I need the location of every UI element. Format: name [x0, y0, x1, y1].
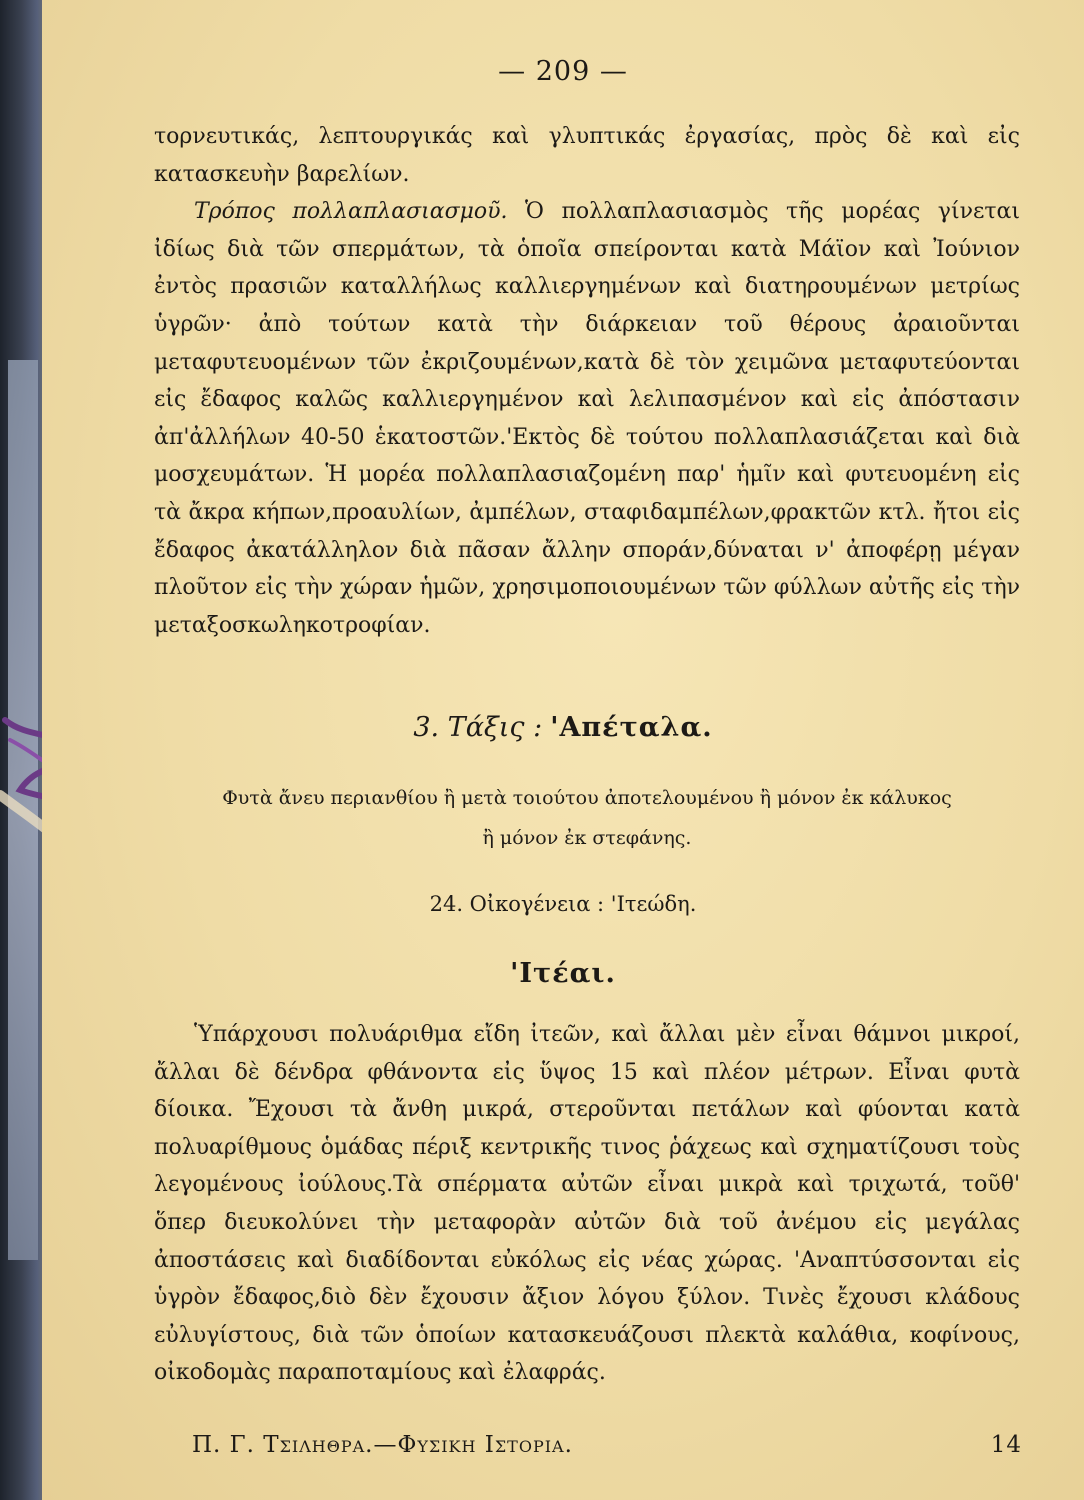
footer-author-title: Π. Γ. Τσιληθρα.—Φυσικη Ιστορια.	[192, 1432, 573, 1458]
definition-line-2: ἢ μόνον ἐκ στεφάνης.	[482, 827, 692, 849]
section-name: 'Απέταλα.	[550, 712, 713, 743]
text-block-bottom	[154, 1016, 1020, 1392]
genus-heading: 'Ιτέαι.	[510, 958, 616, 989]
definition-line-1: Φυτὰ ἄνευ περιανθίου ἢ μετὰ τοιούτου ἀποτελουμένου ἢ μόνον ἐκ κάλυκος	[222, 787, 952, 809]
paragraph-1: τορνευτικάς, λεπτουργικάς καὶ γλυπτικάς ἐργασίας, πρὸς δὲ καὶ εἰς κατασκευὴν βαρελίων.	[154, 124, 1020, 187]
section-definition	[154, 778, 1020, 858]
family-heading: 24. Οἰκογένεια : 'Ιτεώδη.	[429, 892, 697, 916]
section-label: 3. Τάξις :	[413, 712, 543, 743]
paragraph-2-label: Τρόπος πολλαπλασιασμοῦ.	[194, 199, 508, 225]
text-block-top	[154, 118, 1020, 644]
paragraph-2	[154, 193, 1020, 644]
paragraph-2-text: Ὁ πολλαπλασιασμὸς τῆς μορέας γίνεται ἰδίως διὰ τῶν σπερμάτων, τὰ ὁποῖα σπείρονται κατὰ Μάϊον καὶ Ἰούνιον ἐντὸς πρασιῶν καταλλήλως καλλιεργημένων καὶ διατηρουμένων μετρίως ὑγρῶν· ἀπὸ τούτων κατὰ τὴν διάρκειαν τοῦ θέρους ἀραιοῦνται μεταφυτευομένων τῶν ἐκριζουμένων,κατὰ δὲ τὸν χειμῶνα μεταφυτεύονται εἰς ἔδαφος καλῶς καλλιεργημένον καὶ λελιπασμένον καὶ εἰς ἀπόστασιν ἀπ'ἀλλήλων 40-50 ἑκατοστῶν.'Εκτὸς δὲ τούτου πολλαπλασιάζεται καὶ διὰ μοσχευμάτων. Ἡ μορέα πολλαπλασιαζομένη παρ' ἡμῖν καὶ φυτευομένη εἰς τὰ ἄκρα κήπων,προαυλίων, ἀμπέλων, σταφιδαμπέλων,φρακτῶν κτλ. ἤτοι εἰς ἔδαφος ἀκατάλληλον διὰ πᾶσαν ἄλλην σποράν,δύναται ν' ἀποφέρῃ μέγαν πλοῦτον εἰς τὴν χώραν ἡμῶν, χρησιμοποιουμένων τῶν φύλλων αὐτῆς εἰς τὴν μεταξοσκωληκοτροφίαν.	[154, 199, 1020, 638]
footer-signature-number: 14	[990, 1432, 1022, 1458]
book-page	[42, 0, 1084, 1500]
page-number: — 209 —	[498, 56, 628, 87]
paragraph-3: Ὑπάρχουσι πολυάριθμα εἴδη ἰτεῶν, καὶ ἄλλαι μὲν εἶναι θάμνοι μικροί, ἄλλαι δὲ δένδρα φθάνοντα εἰς ὕψος 15 καὶ πλέον μέτρων. Εἶναι φυτὰ δίοικα. Ἔχουσι τὰ ἄνθη μικρά, στεροῦνται πετάλων καὶ φύονται κατὰ πολυαρίθμους ὁμάδας πέριξ κεντρικῆς τινος ῥάχεως καὶ σχηματίζουσι τοὺς λεγομένους ἰούλους.Τὰ σπέρματα αὐτῶν εἶναι μικρὰ καὶ τριχωτά, τοῦθ' ὅπερ διευκολύνει τὴν μεταφορὰν αὐτῶν διὰ τοῦ ἀνέμου εἰς μεγάλας ἀποστάσεις καὶ διαδίδονται εὐκόλως εἰς νέας χώρας. 'Αναπτύσσονται εἰς ὑγρὸν ἔδαφος,διὸ δὲν ἔχουσιν ἄξιον λόγου ξύλον. Τινὲς ἔχουσι κλάδους εὐλυγίστους, διὰ τῶν ὁποίων κατασκευάζουσι πλεκτὰ καλάθια, κοφίνους, οἰκοδομὰς παραποταμίους καὶ ἐλαφράς.	[154, 1022, 1020, 1386]
section-heading	[42, 712, 1084, 743]
